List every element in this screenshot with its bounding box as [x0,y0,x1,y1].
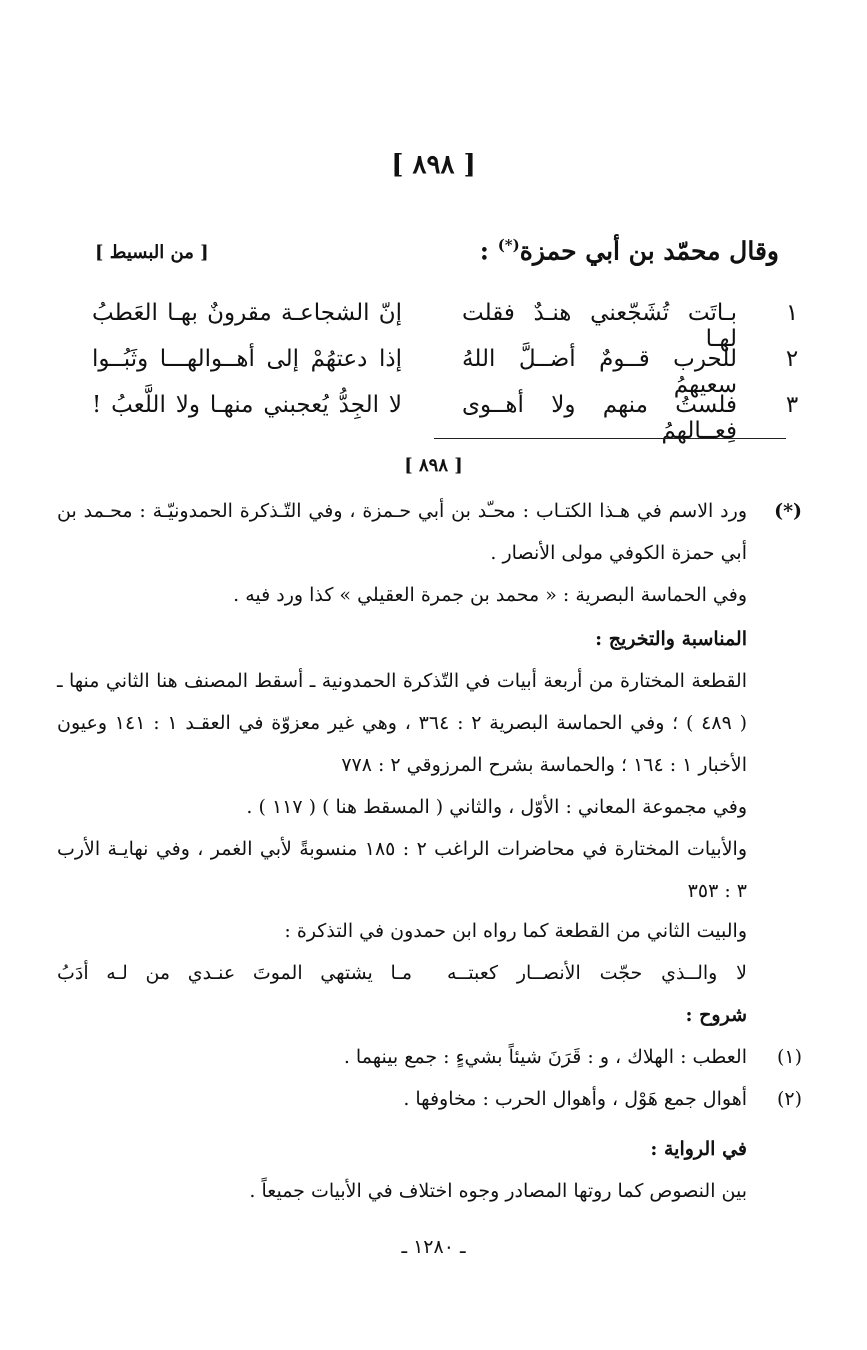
munasaba-line: القطعة المختارة من أربعة أبيات في التّذكرة الحمدونية ـ أسقط المصنف هنا الثاني منها ـ [57,670,747,692]
verse-number: ٢ [785,346,799,372]
verse-second-hemistich: لا الجِدُّ يُعجبني منهـا ولا اللَّعبُ ! [92,392,402,418]
verse-second-hemistich: إذا دعتهُمْ إلى أهــوالهـــا وثَبُــوا [92,346,402,372]
poem-intro [480,236,779,265]
gloss-text: العطب : الهلاك ، و : قَرَنَ شيئاً بشيءٍ : جمع بينهما . [343,1046,747,1068]
intro-text: وقال محمّد بن أبي حمزة [519,236,779,266]
munasaba-heading: المناسبة والتخريج : [595,628,747,650]
basriya-line: وفي الحماسة البصرية : « محمد بن جمرة العقيلي » كذا ورد فيه . [233,584,747,606]
verse-row [77,300,807,352]
tadhkira-line: والبيت الثاني من القطعة كما رواه ابن حمدون في التذكرة : [284,920,747,942]
gloss-number: (٢) [776,1088,802,1110]
shuruh-heading: شروح : [685,1004,747,1026]
tadhkira-verse-first: لا والــذي حجّت الأنصــار كعبتــه [447,962,747,984]
verse-row [77,346,807,398]
notes-number: [ ٨٩٨ ] [404,455,463,476]
munasaba-line: الأخبار ١ : ١٦٤ ؛ والحماسة بشرح المرزوقي ٢ : ٧٧٨ [341,754,747,776]
meter-label: [ من البسيط ] [95,242,209,263]
star-note-line: ورد الاسم في هـذا الكتـاب : محـّد بن أبي حـمزة ، وفي التّـذكرة الحمدونيّـة : محـمد بن [57,500,747,522]
riwaya-line: بين النصوص كما روتها المصادر وجوه اختلاف في الأبيات جميعاً . [249,1180,747,1202]
munasaba-line: ( ٤٨٩ ) ؛ وفي الحماسة البصرية ٢ : ٣٦٤ ، وهي غير معزوّة في العقـد ١ : ١٤١ وعيون [57,712,747,734]
munasaba-line: وفي مجموعة المعاني : الأوّل ، والثاني ( المسقط هنا ) ( ١١٧ ) . [246,796,747,818]
verse-first-hemistich: بـاتَت تُشَجّعني هنـدٌ فقلت لهـا [462,300,737,352]
footnote-divider [434,438,786,439]
verse-second-hemistich: إنّ الشجاعـة مقرونٌ بهـا العَطبُ [92,300,402,326]
star-note-line: أبي حمزة الكوفي مولى الأنصار . [490,542,747,564]
poem-number: [ ٨٩٨ ] [391,150,476,180]
verse-first-hemistich: للحرب قــومٌ أضــلَّ اللهُ سعيهمُ [462,346,737,398]
munasaba-line: ٣ : ٣٥٣ [687,880,747,902]
page-number: ـ ١٢٨٠ ـ [401,1236,466,1258]
star-marker: (*) [774,500,802,522]
munasaba-line: والأبيات المختارة في محاضرات الراغب ٢ : ١٨٥ منسوبةً لأبي الغمر ، وفي نهايـة الأرب [57,838,747,860]
gloss-number: (١) [776,1046,802,1068]
verse-number: ٣ [785,392,799,418]
riwaya-heading: في الرواية : [650,1138,747,1160]
intro-colon: : [479,236,489,266]
verse-row [77,392,807,444]
verse-first-hemistich: فلستُ منهم ولا أهــوى فِعــالهمُ [462,392,737,444]
footnote-marker: (*) [497,236,520,254]
verse-number: ١ [785,300,799,326]
gloss-text: أهوال جمع هَوْل ، وأهوال الحرب : مخاوفها . [403,1088,747,1110]
tadhkira-verse-second: مـا يشتهي الموتَ عنـدي من لـه أدَبُ [57,962,412,984]
